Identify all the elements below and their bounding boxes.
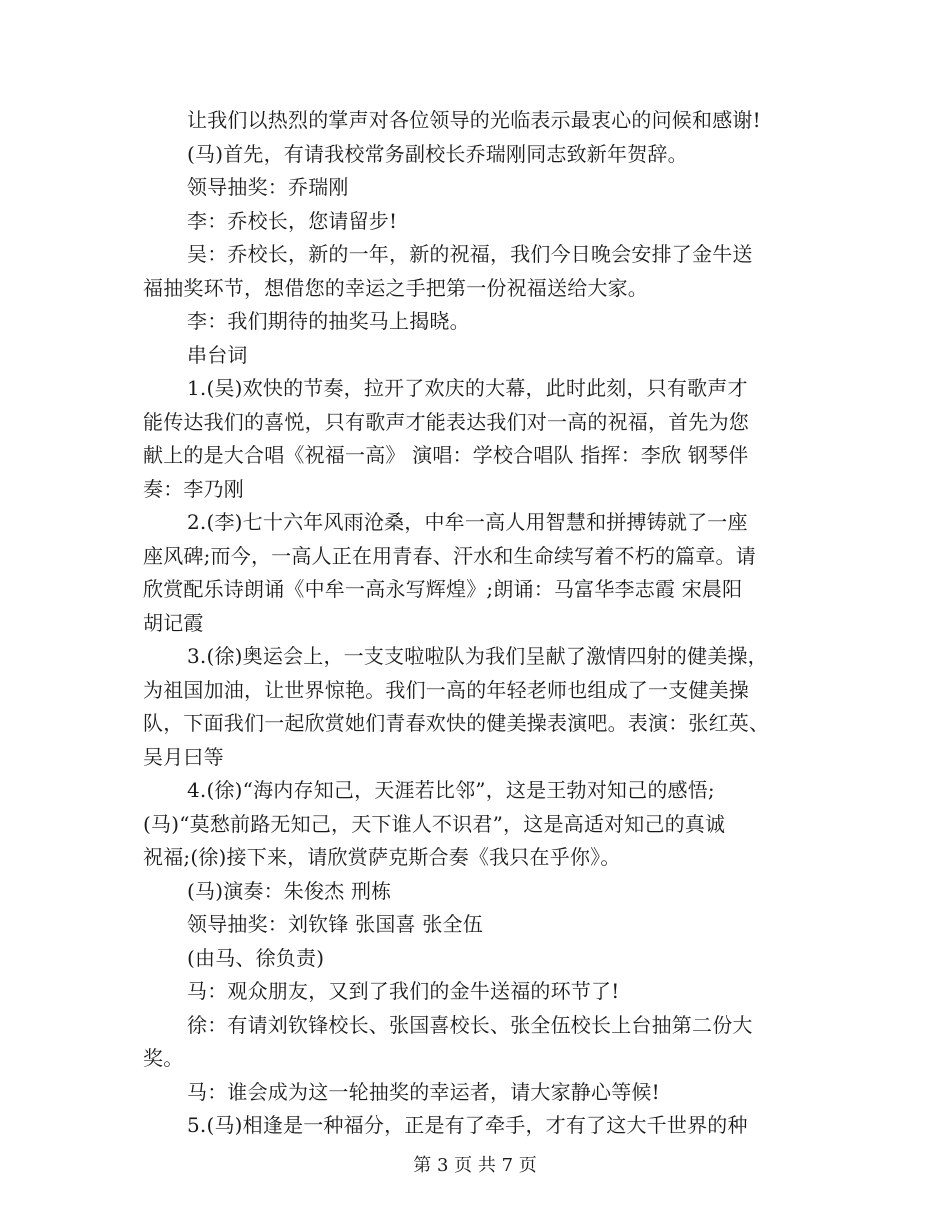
text-line: 4.(徐)“海内存知己，天涯若比邻”，这是王勃对知己的感悟; — [187, 778, 715, 802]
text-line: (马)“莫愁前路无知己，天下谁人不识君”，这是高适对知己的真诚 — [143, 811, 726, 836]
page-footer: 第 3 页 共 7 页 — [413, 1155, 537, 1176]
text-line: 李：乔校长，您请留步! — [187, 208, 398, 233]
text-line: 徐：有请刘钦锋校长、张国喜校长、张全伍校长上台抽第二份大 — [187, 1012, 753, 1037]
text-line: 座风碑;而今，一高人正在用青春、汗水和生命续写着不朽的篇章。请 — [143, 543, 756, 568]
text-line: 祝福;(徐)接下来，请欣赏萨克斯合奏《我只在乎你》。 — [143, 845, 621, 869]
text-line: (马)首先，有请我校常务副校长乔瑞刚同志致新年贺辞。 — [187, 141, 688, 166]
text-line: 福抽奖环节，想借您的幸运之手把第一份祝福送给大家。 — [143, 275, 648, 300]
document-body — [143, 104, 808, 1143]
text-line: 让我们以热烈的掌声对各位领导的光临表示最衷心的问候和感谢! — [187, 108, 761, 132]
text-line: (由马、徐负责) — [187, 945, 325, 970]
text-line: 马：观众朋友，又到了我们的金牛送福的环节了! — [187, 979, 620, 1003]
text-line: (马)演奏：朱俊杰 刑栋 — [187, 878, 392, 903]
text-line: 领导抽奖：乔瑞刚 — [187, 175, 349, 199]
text-line: 领导抽奖：刘钦锋 张国喜 张全伍 — [187, 912, 483, 936]
text-line: 队，下面我们一起欣赏她们青春欢快的健美操表演吧。表演：张红英、 — [143, 711, 770, 735]
text-line: 1.(吴)欢快的节奏，拉开了欢庆的大幕，此时此刻，只有歌声才 — [187, 376, 748, 400]
text-line: 3.(徐)奥运会上，一支支啦啦队为我们呈献了激情四射的健美操， — [187, 644, 768, 668]
text-line: 欣赏配乐诗朗诵《中牟一高永写辉煌》;朗诵：马富华李志霞 宋晨阳 — [143, 577, 743, 601]
text-line: 吴：乔校长，新的一年，新的祝福，我们今日晚会安排了金牛送 — [187, 242, 753, 266]
text-line: 李：我们期待的抽奖马上揭晓。 — [187, 309, 470, 333]
text-line: 马：谁会成为这一轮抽奖的幸运者，请大家静心等候! — [187, 1079, 660, 1104]
text-line: 能传达我们的喜悦，只有歌声才能表达我们对一高的祝福，首先为您 — [143, 409, 749, 434]
text-line: 奖。 — [143, 1046, 184, 1070]
text-line: 2.(李)七十六年风雨沧桑，中牟一高人用智慧和拼搏铸就了一座 — [187, 510, 748, 534]
text-line: 奏：李乃刚 — [143, 476, 244, 501]
text-line: 吴月曰等 — [143, 744, 224, 769]
text-line: 献上的是大合唱《祝福一高》 演唱：学校合唱队 指挥：李欣 钢琴伴 — [143, 443, 749, 467]
text-line: 为祖国加油，让世界惊艳。我们一高的年轻老师也组成了一支健美操 — [143, 677, 749, 702]
text-line: 胡记霞 — [143, 610, 204, 635]
text-line: 串台词 — [187, 342, 248, 367]
text-line: 5.(马)相逢是一种福分，正是有了牵手，才有了这大千世界的种 — [187, 1113, 748, 1137]
